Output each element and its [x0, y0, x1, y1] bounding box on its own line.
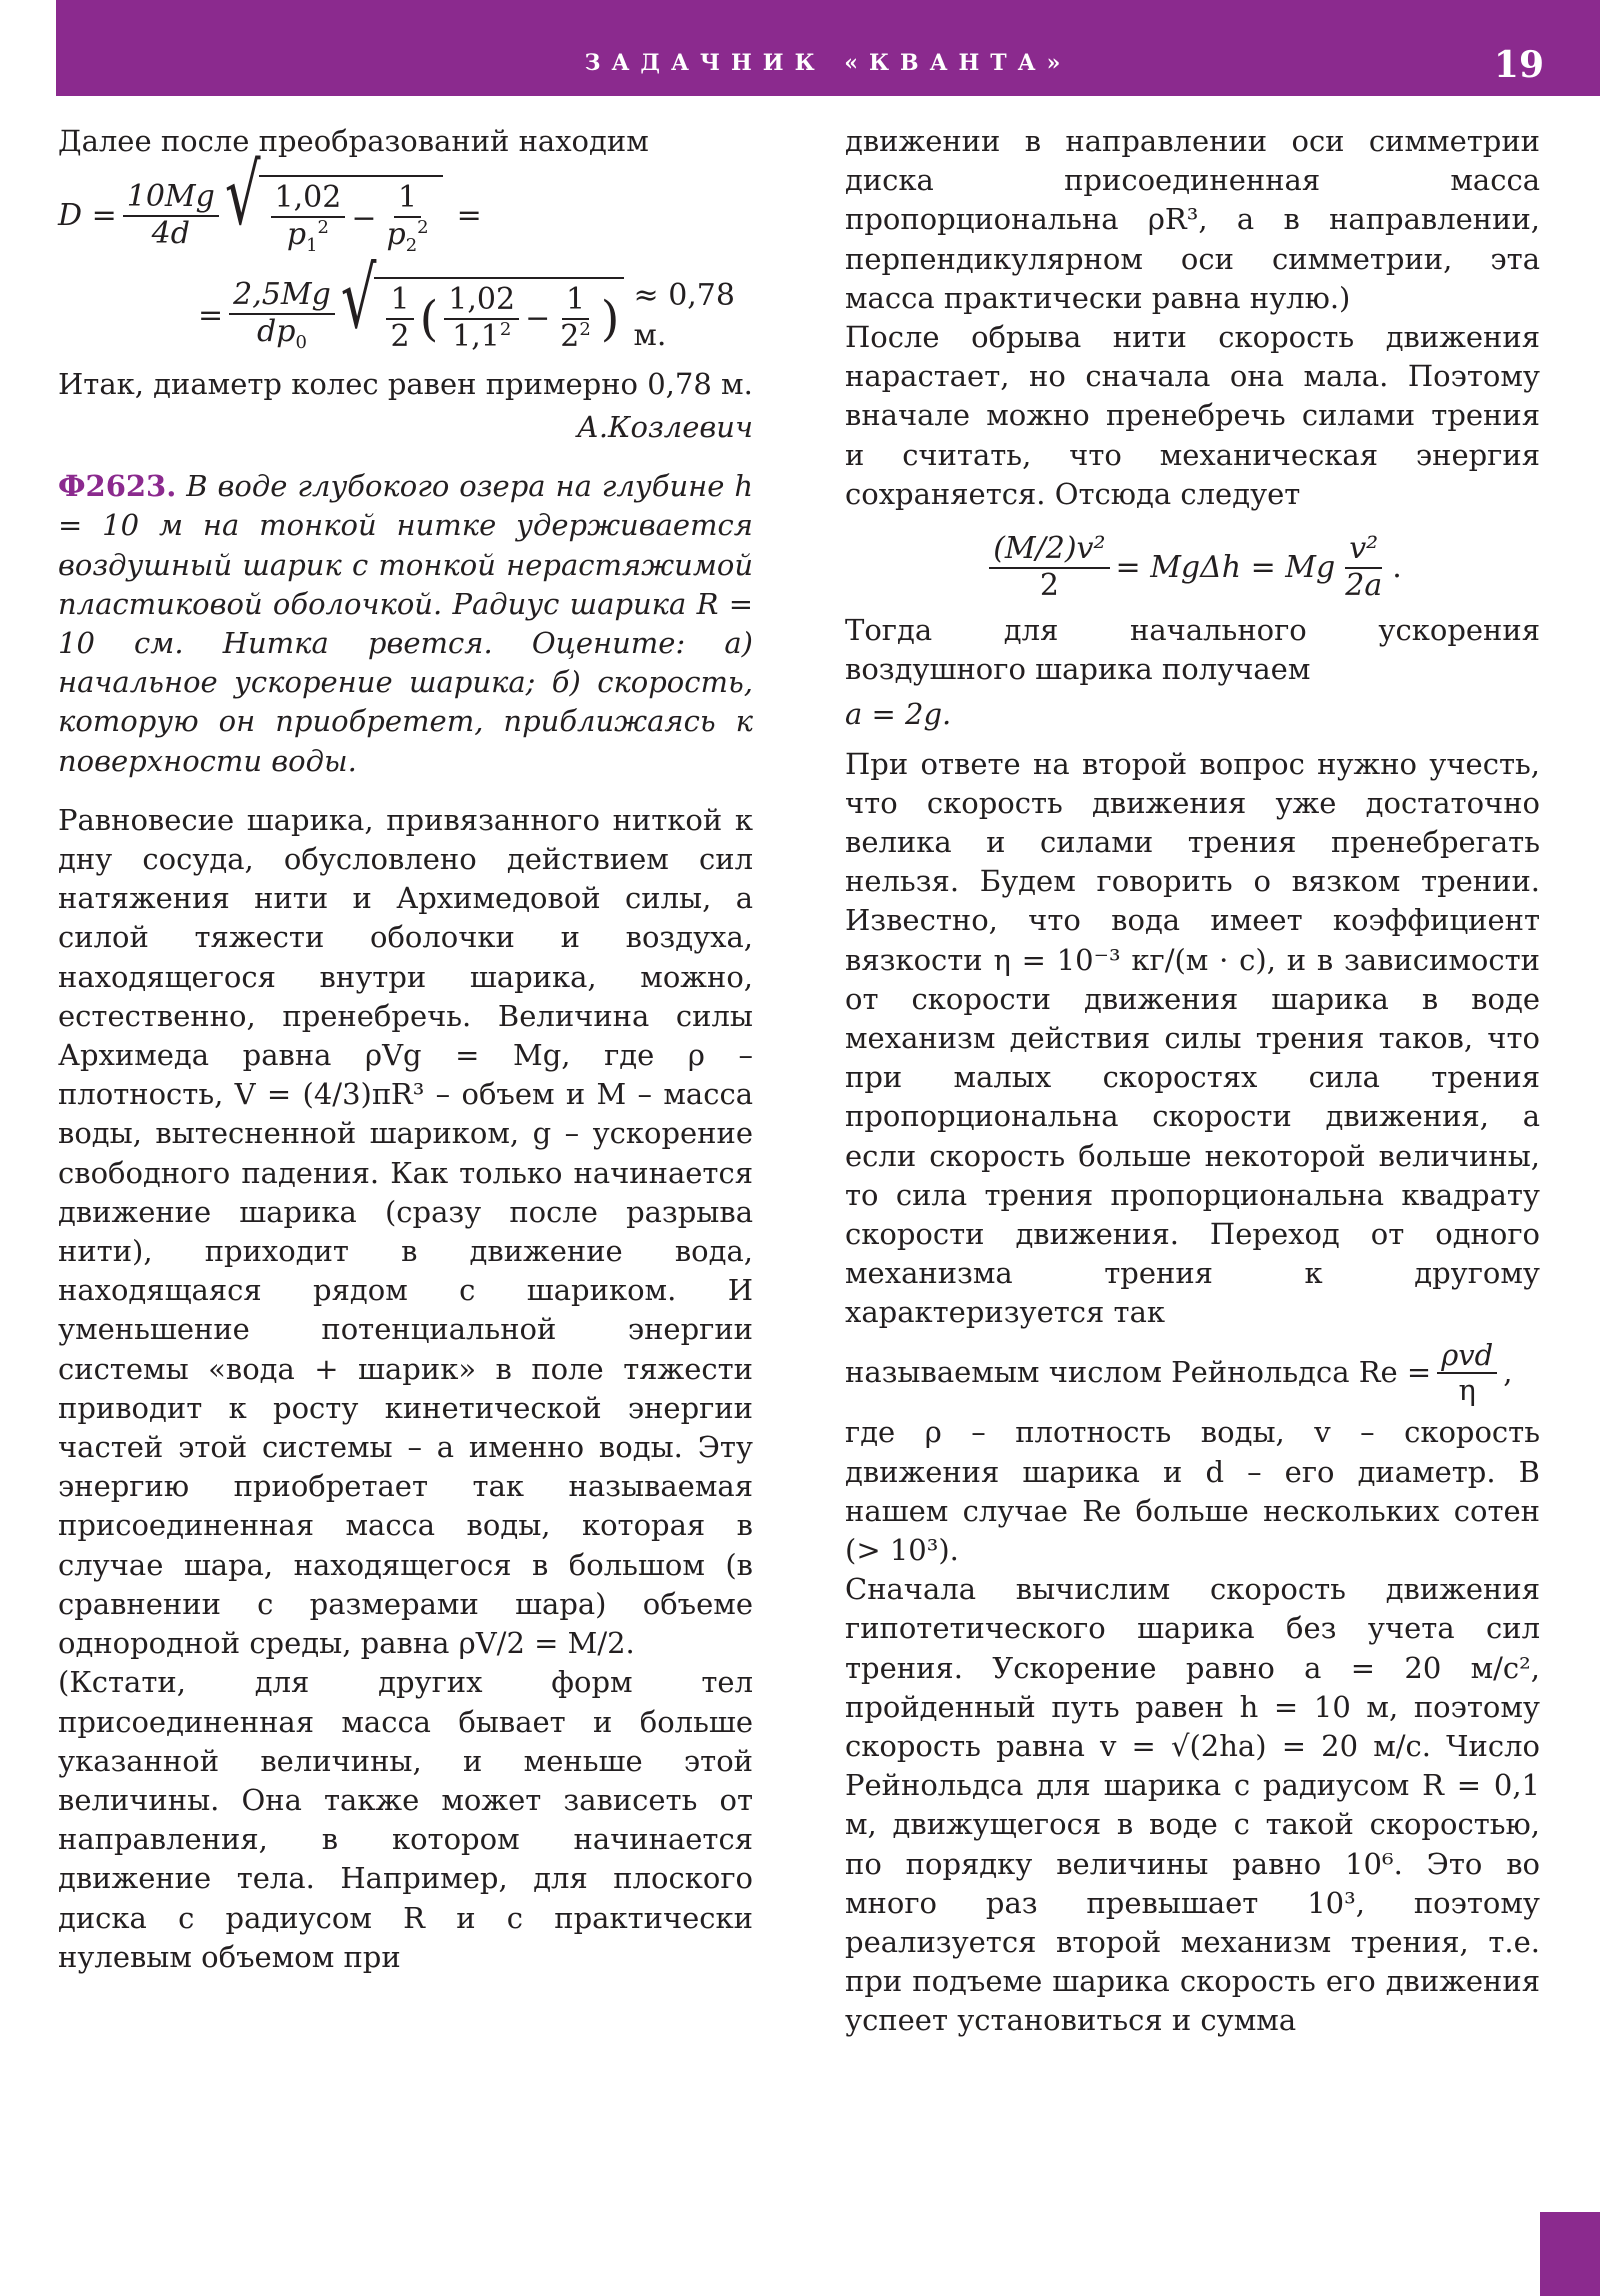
solution-paragraph-6: При ответе на второй вопрос нужно учесть, что скорость движения уже достаточно велика и силами трения пренебрегать нельзя. Будем говорить о вязком трении. Известно, что вода имеет коэффициент вязкости η = 10⁻³ кг/(м · с), и в зависимости от скорости движения шарика в воде механизм действия силы трения таков, что при малых скоростях сила трения пропорциональна скорости движения, а если скорость больше некоторой величины, то сила трения пропорциональна квадрату скорости движения. Переход от одного механизма трения к другому характеризуется так — [845, 746, 1540, 1330]
problem-statement — [58, 467, 753, 781]
formula-acceleration: a = 2g. — [845, 697, 952, 732]
header-title: ЗАДАЧНИК «КВАНТА» — [584, 50, 1072, 76]
problem-id: Ф2623. — [58, 469, 177, 504]
right-column — [845, 122, 1540, 2041]
solution-paragraph-5: Тогда для начального ускорения воздушного шарика получаем — [845, 613, 1540, 687]
formula-diameter: D = $\frac{10Mg}{4d}$ √ $\frac{1,02}{p_1^2}$ − $\frac{1}{p_2^2}$ = — [58, 147, 482, 256]
corner-tab — [1540, 2212, 1600, 2296]
solution-paragraph-8: Сначала вычислим скорость движения гипотетического шарика без учета сил трения. Ускорение равно a = 20 м/с², пройденный путь равен h = 10 м, поэтому скорость равна v = √(2ha) = 20 м/с. Число Рейнольдса для шарика с радиусом R = 0,1 м, движущегося в воде с такой скоростью, по порядку величины равно 10⁶. Это во много раз превышает 10³, поэтому реализуется второй механизм трения, т.е. при подъеме шарика скорость его движения успеет установиться и сумма — [845, 1572, 1540, 2038]
conclusion-text: Итак, диаметр колес равен примерно 0,78 м. — [58, 366, 753, 401]
left-column — [58, 122, 753, 1977]
formula-energy: $\frac{\text{(M/2)v²}}{2}$ = MgΔh = Mg $\frac{\text{v²}}{2a}$ . — [845, 532, 1540, 603]
solution-paragraph-7: где ρ – плотность воды, v – скорость движения шарика и d – его диаметр. В нашем случае Re больше нескольких сотен (> 10³). — [845, 1415, 1540, 1567]
solution-paragraph-1: Равновесие шарика, привязанного ниткой к дну сосуда, обусловлено действием сил натяжения нити и Архимедовой силы, а силой тяжести оболочки и воздуха, находящегося внутри шарика, можно, естественно, пренебречь. Величина силы Архимеда равна ρVg = Mg, где ρ – плотность, V = (4/3)πR³ – объем и M – масса воды, вытесненной шариком, g – ускорение свободного падения. Как только начинается движение шарика (сразу после разрыва нити), приходит в движение вода, находящаяся рядом с шариком. И уменьшение потенциальной энергии системы «вода + шарик» в поле тяжести приводит к росту кинетической энергии частей этой системы – а именно воды. Эту энергию приобретает так называемая присоединенная масса воды, которая в случае шара, находящегося в большом (в сравнении с размерами шара) объеме однородной среды, равна ρV/2 = M/2. — [58, 802, 753, 1661]
solution-paragraph-3: движении в направлении оси симметрии диска присоединенная масса пропорциональна ρR³, а в направлении, перпендикулярном оси симметрии, эта масса практически равна нулю.) — [845, 124, 1540, 315]
formula-diameter-value: = $\frac{2,5Mg}{dp_0}$ √ $\frac{1}{2}$ ( $\frac{1,02}{1,1^2}$ − $\frac{1}{2^2}$ ) ≈ 0,78 м. — [198, 250, 735, 354]
page-number: 19 — [1493, 44, 1544, 86]
intro-text: Далее после преобразований находим — [58, 124, 649, 158]
formula-reynolds: называемым числом Рейнольдса Re = $\frac{\text{ρvd}}{\eta}$ , — [845, 1337, 1513, 1408]
solution-paragraph-2: (Кстати, для других форм тел присоединенная масса бывает и больше указанной величины, и меньше этой величины. Она также может зависеть от направления, в котором начинается движение тела. Например, для плоского диска с радиусом R и с практически нулевым объемом при — [58, 1665, 753, 1974]
running-header — [56, 0, 1600, 96]
author-signature: А.Козлевич — [576, 410, 753, 444]
problem-text: В воде глубокого озера на глубине h = 10 м на тонкой нитке удерживается воздушный шарик с тонкой нерастяжимой пластиковой оболочкой. Радиус шарика R = 10 см. Нитка рвется. Оцените: а) начальное ускорение шарика; б) скорость, которую он приобретет, приближаясь к поверхности воды. — [58, 469, 753, 778]
solution-paragraph-4: После обрыва нити скорость движения нарастает, но сначала она мала. Поэтому вначале можно пренебречь силами трения и считать, что механическая энергия сохраняется. Отсюда следует — [845, 320, 1540, 511]
